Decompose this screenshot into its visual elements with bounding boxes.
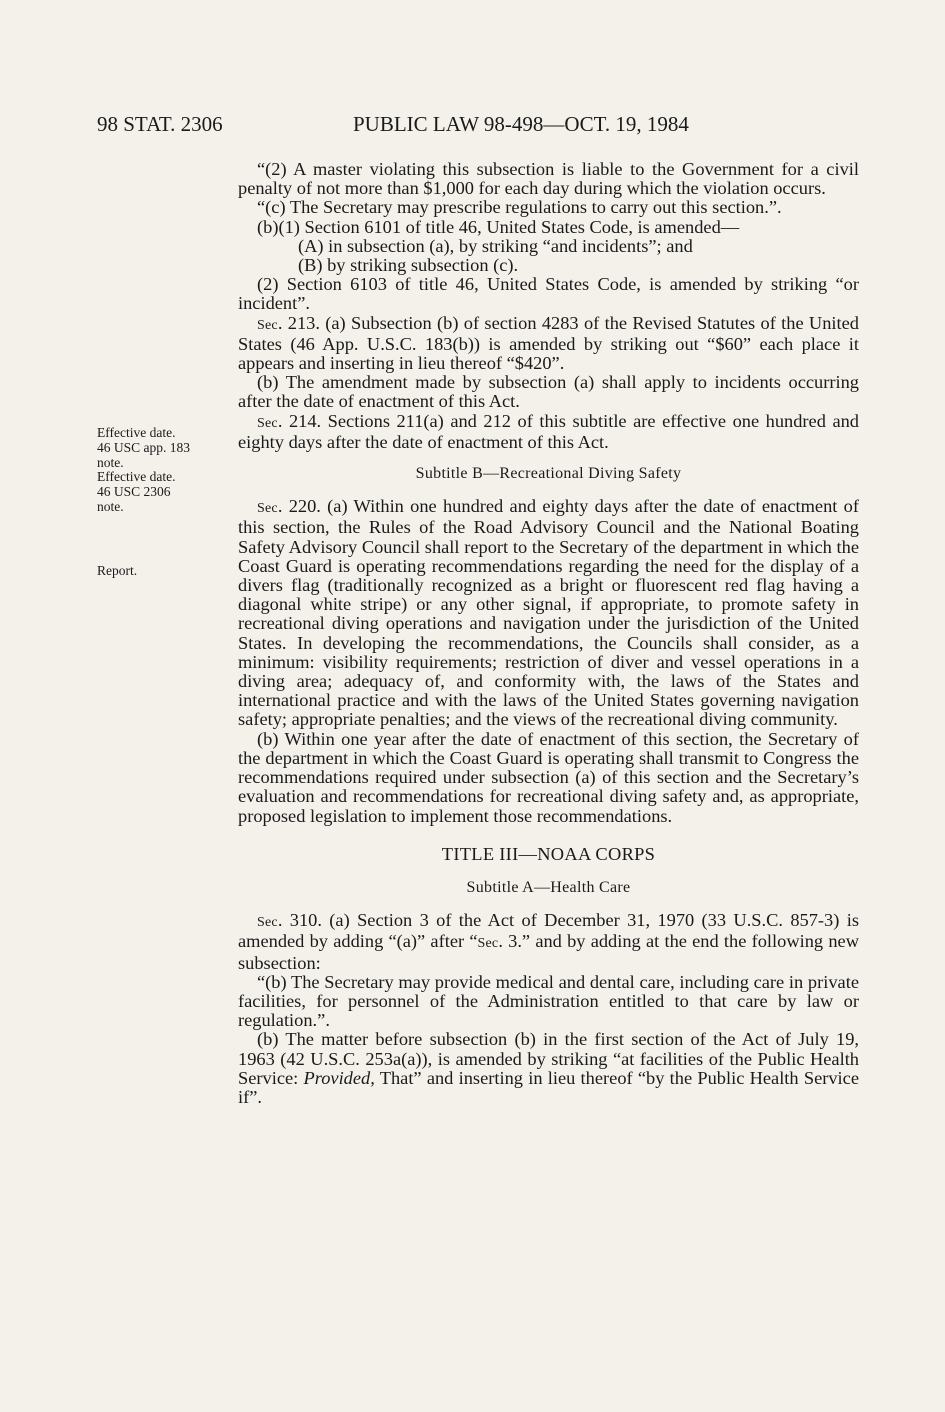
section-text: . 213. (a) Subsection (b) of section 4283 of the Revised Statutes of the United States (46 App. U.S.C. 183(b)) is amended by striking out “$60” each place it appears and inserting in lieu thereof “$420”. bbox=[238, 312, 859, 374]
margin-note-report bbox=[97, 564, 232, 579]
margin-note-line: note. bbox=[97, 454, 124, 470]
margin-note-line: Report. bbox=[97, 563, 138, 578]
section-label: Sec bbox=[477, 936, 499, 952]
paragraph-text: (b) The matter before subsection (b) in the first section of the Act of July 19, 1963 (42 U.S.C. 253a(a)), is amended by striking “at facilities of the Public Health Service: bbox=[238, 1029, 859, 1088]
subparagraph: (B) by striking subsection (c). bbox=[298, 255, 519, 276]
section-label: Sec bbox=[257, 915, 278, 931]
section-label: Sec bbox=[257, 317, 278, 333]
paragraph: “(2) A master violating this subsection is liable to the Government for a civil penalty of not more than $1,000 for each day during which the violation occurs. bbox=[238, 159, 859, 199]
paragraph-text: That” and inserting in lieu thereof “by the Public Health Service if”. bbox=[238, 1067, 859, 1107]
section-220 bbox=[238, 497, 859, 729]
subparagraph: (A) in subsection (a), by striking “and incidents”; and bbox=[298, 235, 693, 256]
paragraph: “(c) The Secretary may prescribe regulations to carry out this section.”. bbox=[257, 197, 782, 218]
paragraph: (b) The amendment made by subsection (a) shall apply to incidents occurring after the date of enactment of this Act. bbox=[238, 372, 859, 412]
stat-page-number: 98 STAT. 2306 bbox=[97, 112, 223, 136]
paragraph: (b)(1) Section 6101 of title 46, United States Code, is amended— bbox=[257, 216, 740, 237]
subtitle-a-heading: Subtitle A—Health Care bbox=[466, 878, 631, 896]
section-214 bbox=[238, 412, 859, 452]
page-header bbox=[97, 112, 857, 142]
quoted-subsection: “(b) The Secretary may provide medical and dental care, including care in private facilities, for personnel of the Administration entitled to that care by law or regulation.”. bbox=[238, 971, 859, 1031]
section-text: . 310. (a) Section 3 of the Act of December 31, 1970 (33 U.S.C. 857-3) is amended by adding “(a)” after “ bbox=[238, 910, 859, 952]
section-label: Sec bbox=[257, 415, 278, 431]
margin-note-line: note. bbox=[97, 498, 124, 514]
section-310 bbox=[238, 911, 859, 973]
margin-note-effective-dates bbox=[97, 426, 232, 515]
paragraph: (b) Within one year after the date of enactment of this section, the Secretary of the department in which the Coast Guard is operating shall transmit to Congress the recommendations required under subsection (a) of this section and the Secretary’s evaluation and recommendations for recreational diving safety and, as appropriate, proposed legislation to implement those recommendations. bbox=[238, 728, 859, 826]
section-text: . 220. (a) Within one hundred and eighty days after the date of enactment of this section, the Rules of the Road Advisory Council and the National Boating Safety Advisory Council shall report to the Secretary of the department in which the Coast Guard is operating recommendations regarding the need for the display of a divers flag (traditionally recognized as a bright or fluorescent red flag having a diagonal white stripe) or any other signal, if appropriate, to promote safety in recreational diving operations and navigation under the jurisdiction of the United States. In developing the recommendations, the Councils shall consider, as a minimum: visibility requirements; restriction of diver and vessel operations in a diving area; adequacy of, and conformity with, the laws of the States and international practice and with the laws of the United States governing navigation safety; appropriate penalties; and the views of the recreational diving community. bbox=[238, 496, 859, 730]
section-text: . 214. Sections 211(a) and 212 of this subtitle are effective one hundred and eighty days after the date of enactment of this Act. bbox=[238, 410, 859, 452]
main-text bbox=[238, 160, 859, 1107]
section-213 bbox=[238, 314, 859, 374]
paragraph bbox=[238, 1030, 859, 1107]
title-iii-heading: TITLE III—NOAA CORPS bbox=[441, 843, 656, 864]
margin-note-line: Effective date. bbox=[97, 425, 176, 440]
margin-note-line: 46 USC app. 183 bbox=[97, 439, 191, 455]
margin-note-line: Effective date. bbox=[97, 469, 176, 485]
subtitle-b-heading: Subtitle B—Recreational Diving Safety bbox=[415, 465, 682, 483]
section-label: Sec bbox=[257, 501, 278, 517]
running-head: PUBLIC LAW 98-498—OCT. 19, 1984 bbox=[353, 112, 689, 136]
italic-term: Provided, bbox=[303, 1067, 375, 1088]
paragraph: (2) Section 6103 of title 46, United States Code, is amended by striking “or incident”. bbox=[238, 274, 859, 314]
section-text: . 3.” and by adding at the end the following new subsection: bbox=[238, 931, 859, 973]
margin-note-line: 46 USC 2306 bbox=[97, 484, 171, 500]
